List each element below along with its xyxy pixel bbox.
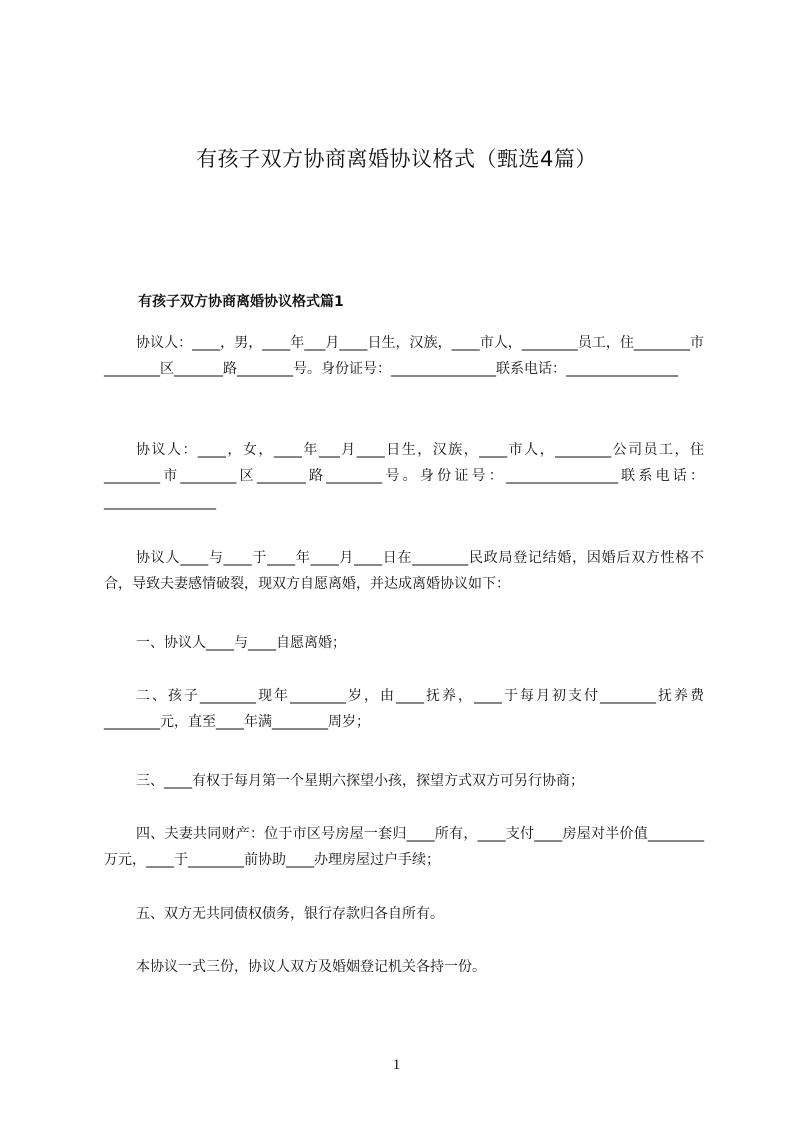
clause-1: 一、协议人____与____自愿离婚；	[136, 635, 346, 651]
page-number: 1	[392, 1057, 401, 1073]
closing-paragraph: 本协议一式三份，协议人双方及婚姻登记机关各持一份。	[136, 959, 486, 975]
paragraph-party-female: 协议人：____，女，____年___月____日生，汉族，____市人，________公司员工，住________市________区_______路________号。身份证号：________________联系电话：________________	[104, 442, 704, 510]
clause-3: 三、____有权于每月第一个星期六探望小孩，探望方式双方可另行协商；	[136, 773, 584, 789]
section-heading: 有孩子双方协商离婚协议格式篇1	[138, 294, 344, 310]
document-title: 有孩子双方协商离婚协议格式（甄选4篇）	[196, 147, 597, 171]
clause-5: 五、双方无共同债权债务，银行存款归各自所有。	[136, 906, 444, 922]
paragraph-party-male: 协议人：____，男，____年___月____日生，汉族，____市人，________员工，住________市________区_______路________号。身份证号：_______________联系电话：________________	[104, 335, 704, 377]
clause-4: 四、夫妻共同财产：位于市区号房屋一套归____所有，____支付____房屋对半价值________万元，____于________前协助____办理房屋过户手续；	[104, 826, 704, 868]
clause-2: 二、孩子________现年________岁，由____抚养，____于每月初支付________抚养费________元，直至____年满________周岁；	[104, 688, 704, 730]
paragraph-marriage-info: 协议人____与____于____年____月____日在________民政局登记结婚，因婚后双方性格不合，导致夫妻感情破裂，现双方自愿离婚，并达成离婚协议如下：	[104, 550, 704, 592]
